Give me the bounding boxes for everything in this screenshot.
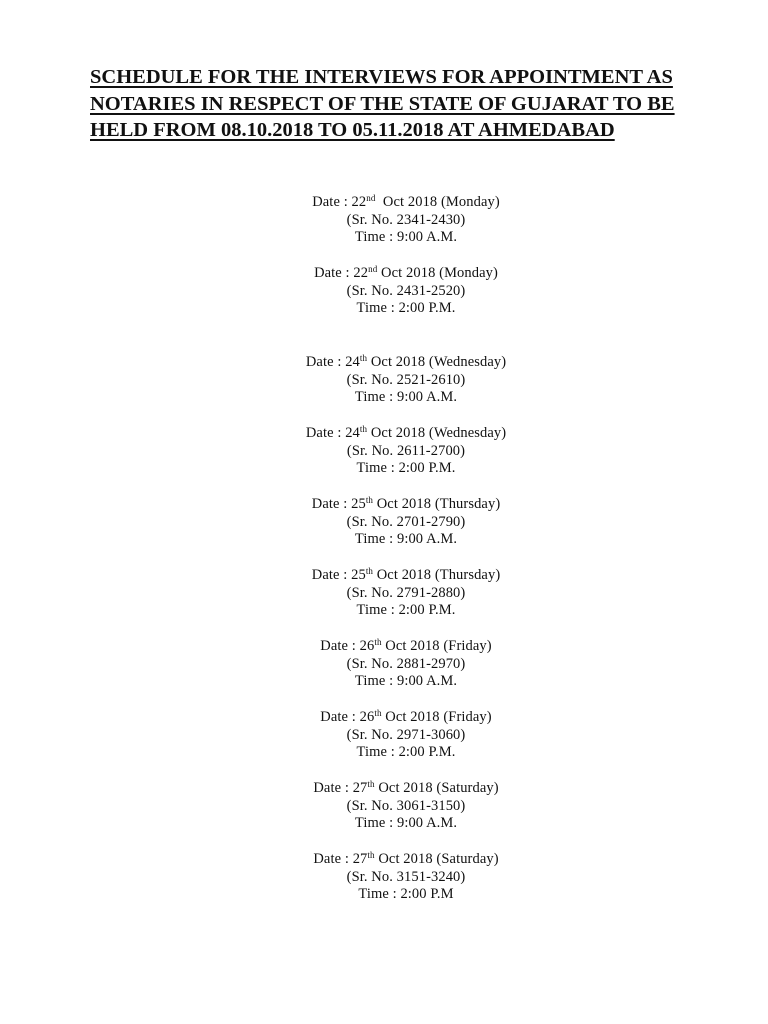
entry-time: Time : 2:00 P.M. <box>356 744 456 761</box>
date-ordinal: nd <box>368 264 378 274</box>
entry-time: Time : 2:00 P.M <box>358 886 454 903</box>
date-rest: Oct 2018 (Friday) <box>381 709 492 725</box>
entry-time: Time : 2:00 P.M. <box>356 300 456 317</box>
schedule-entry <box>230 638 582 691</box>
entry-date <box>230 780 582 798</box>
entry-date <box>230 425 582 443</box>
date-rest: Oct 2018 (Thursday) <box>373 496 501 512</box>
date-text: Date : 27 <box>313 851 368 867</box>
date-rest: Oct 2018 (Thursday) <box>373 567 501 583</box>
entry-serials: (Sr. No. 3151-3240) <box>346 868 466 885</box>
date-text: Date : 26 <box>320 709 375 725</box>
entry-date <box>230 354 582 372</box>
title-line-1: SCHEDULE FOR THE INTERVIEWS FOR APPOINTMENT AS <box>90 66 673 88</box>
schedule-entry <box>230 496 582 549</box>
date-ordinal: nd <box>366 193 376 203</box>
schedule-entry <box>230 354 582 407</box>
schedule-entry <box>230 265 582 318</box>
entry-serials: (Sr. No. 2521-2610) <box>346 371 466 388</box>
entry-serials: (Sr. No. 3061-3150) <box>346 797 466 814</box>
entry-time: Time : 9:00 A.M. <box>354 389 458 406</box>
title-line-2: NOTARIES IN RESPECT OF THE STATE OF GUJARAT TO BE <box>90 92 675 115</box>
schedule-entry <box>230 851 582 904</box>
date-text: Date : 22 <box>312 194 367 210</box>
page-title <box>90 64 690 144</box>
schedule-entry <box>230 194 582 247</box>
entry-serials: (Sr. No. 2791-2880) <box>346 584 466 601</box>
entry-time: Time : 2:00 P.M. <box>356 602 456 619</box>
entry-serials: (Sr. No. 2971-3060) <box>346 726 466 743</box>
date-text: Date : 26 <box>320 638 375 654</box>
entry-time: Time : 9:00 A.M. <box>354 815 458 832</box>
date-ordinal: th <box>367 850 375 860</box>
date-rest: Oct 2018 (Friday) <box>381 638 492 654</box>
entry-date <box>230 851 582 869</box>
date-ordinal: th <box>359 353 368 363</box>
date-text: Date : 25 <box>311 496 366 512</box>
entry-time: Time : 2:00 P.M. <box>356 460 456 477</box>
date-ordinal: th <box>374 708 382 718</box>
entry-date <box>230 638 582 656</box>
date-ordinal: th <box>374 637 382 647</box>
entry-serials: (Sr. No. 2881-2970) <box>346 655 466 672</box>
entry-date <box>230 194 582 212</box>
date-text: Date : 27 <box>313 780 368 796</box>
date-rest: Oct 2018 (Wednesday) <box>367 425 507 441</box>
date-rest: Oct 2018 (Monday) <box>375 194 500 210</box>
date-text: Date : 24 <box>305 425 360 441</box>
entry-date <box>230 496 582 514</box>
date-rest: Oct 2018 (Saturday) <box>374 851 499 867</box>
date-text: Date : 22 <box>314 265 369 281</box>
date-rest: Oct 2018 (Saturday) <box>374 780 499 796</box>
date-text: Date : 24 <box>305 354 360 370</box>
entry-time: Time : 9:00 A.M. <box>354 229 458 246</box>
date-ordinal: th <box>367 779 375 789</box>
entry-date <box>230 567 582 585</box>
entry-serials: (Sr. No. 2431-2520) <box>346 282 466 299</box>
entry-date <box>230 709 582 727</box>
entry-time: Time : 9:00 A.M. <box>354 673 458 690</box>
date-ordinal: th <box>359 424 368 434</box>
date-rest: Oct 2018 (Monday) <box>377 265 498 281</box>
date-text: Date : 25 <box>311 567 366 583</box>
entry-serials: (Sr. No. 2341-2430) <box>346 211 466 228</box>
date-rest: Oct 2018 (Wednesday) <box>367 354 507 370</box>
entry-serials: (Sr. No. 2701-2790) <box>346 513 466 530</box>
schedule-entry <box>230 780 582 833</box>
date-ordinal: th <box>365 566 374 576</box>
schedule-entry <box>230 567 582 620</box>
entry-serials: (Sr. No. 2611-2700) <box>346 442 466 459</box>
entry-time: Time : 9:00 A.M. <box>354 531 458 548</box>
schedule-entry <box>230 709 582 762</box>
entry-date <box>230 265 582 283</box>
schedule-entry <box>230 425 582 478</box>
title-line-3: HELD FROM 08.10.2018 TO 05.11.2018 AT AHMEDABAD <box>90 119 615 141</box>
date-ordinal: th <box>365 495 374 505</box>
